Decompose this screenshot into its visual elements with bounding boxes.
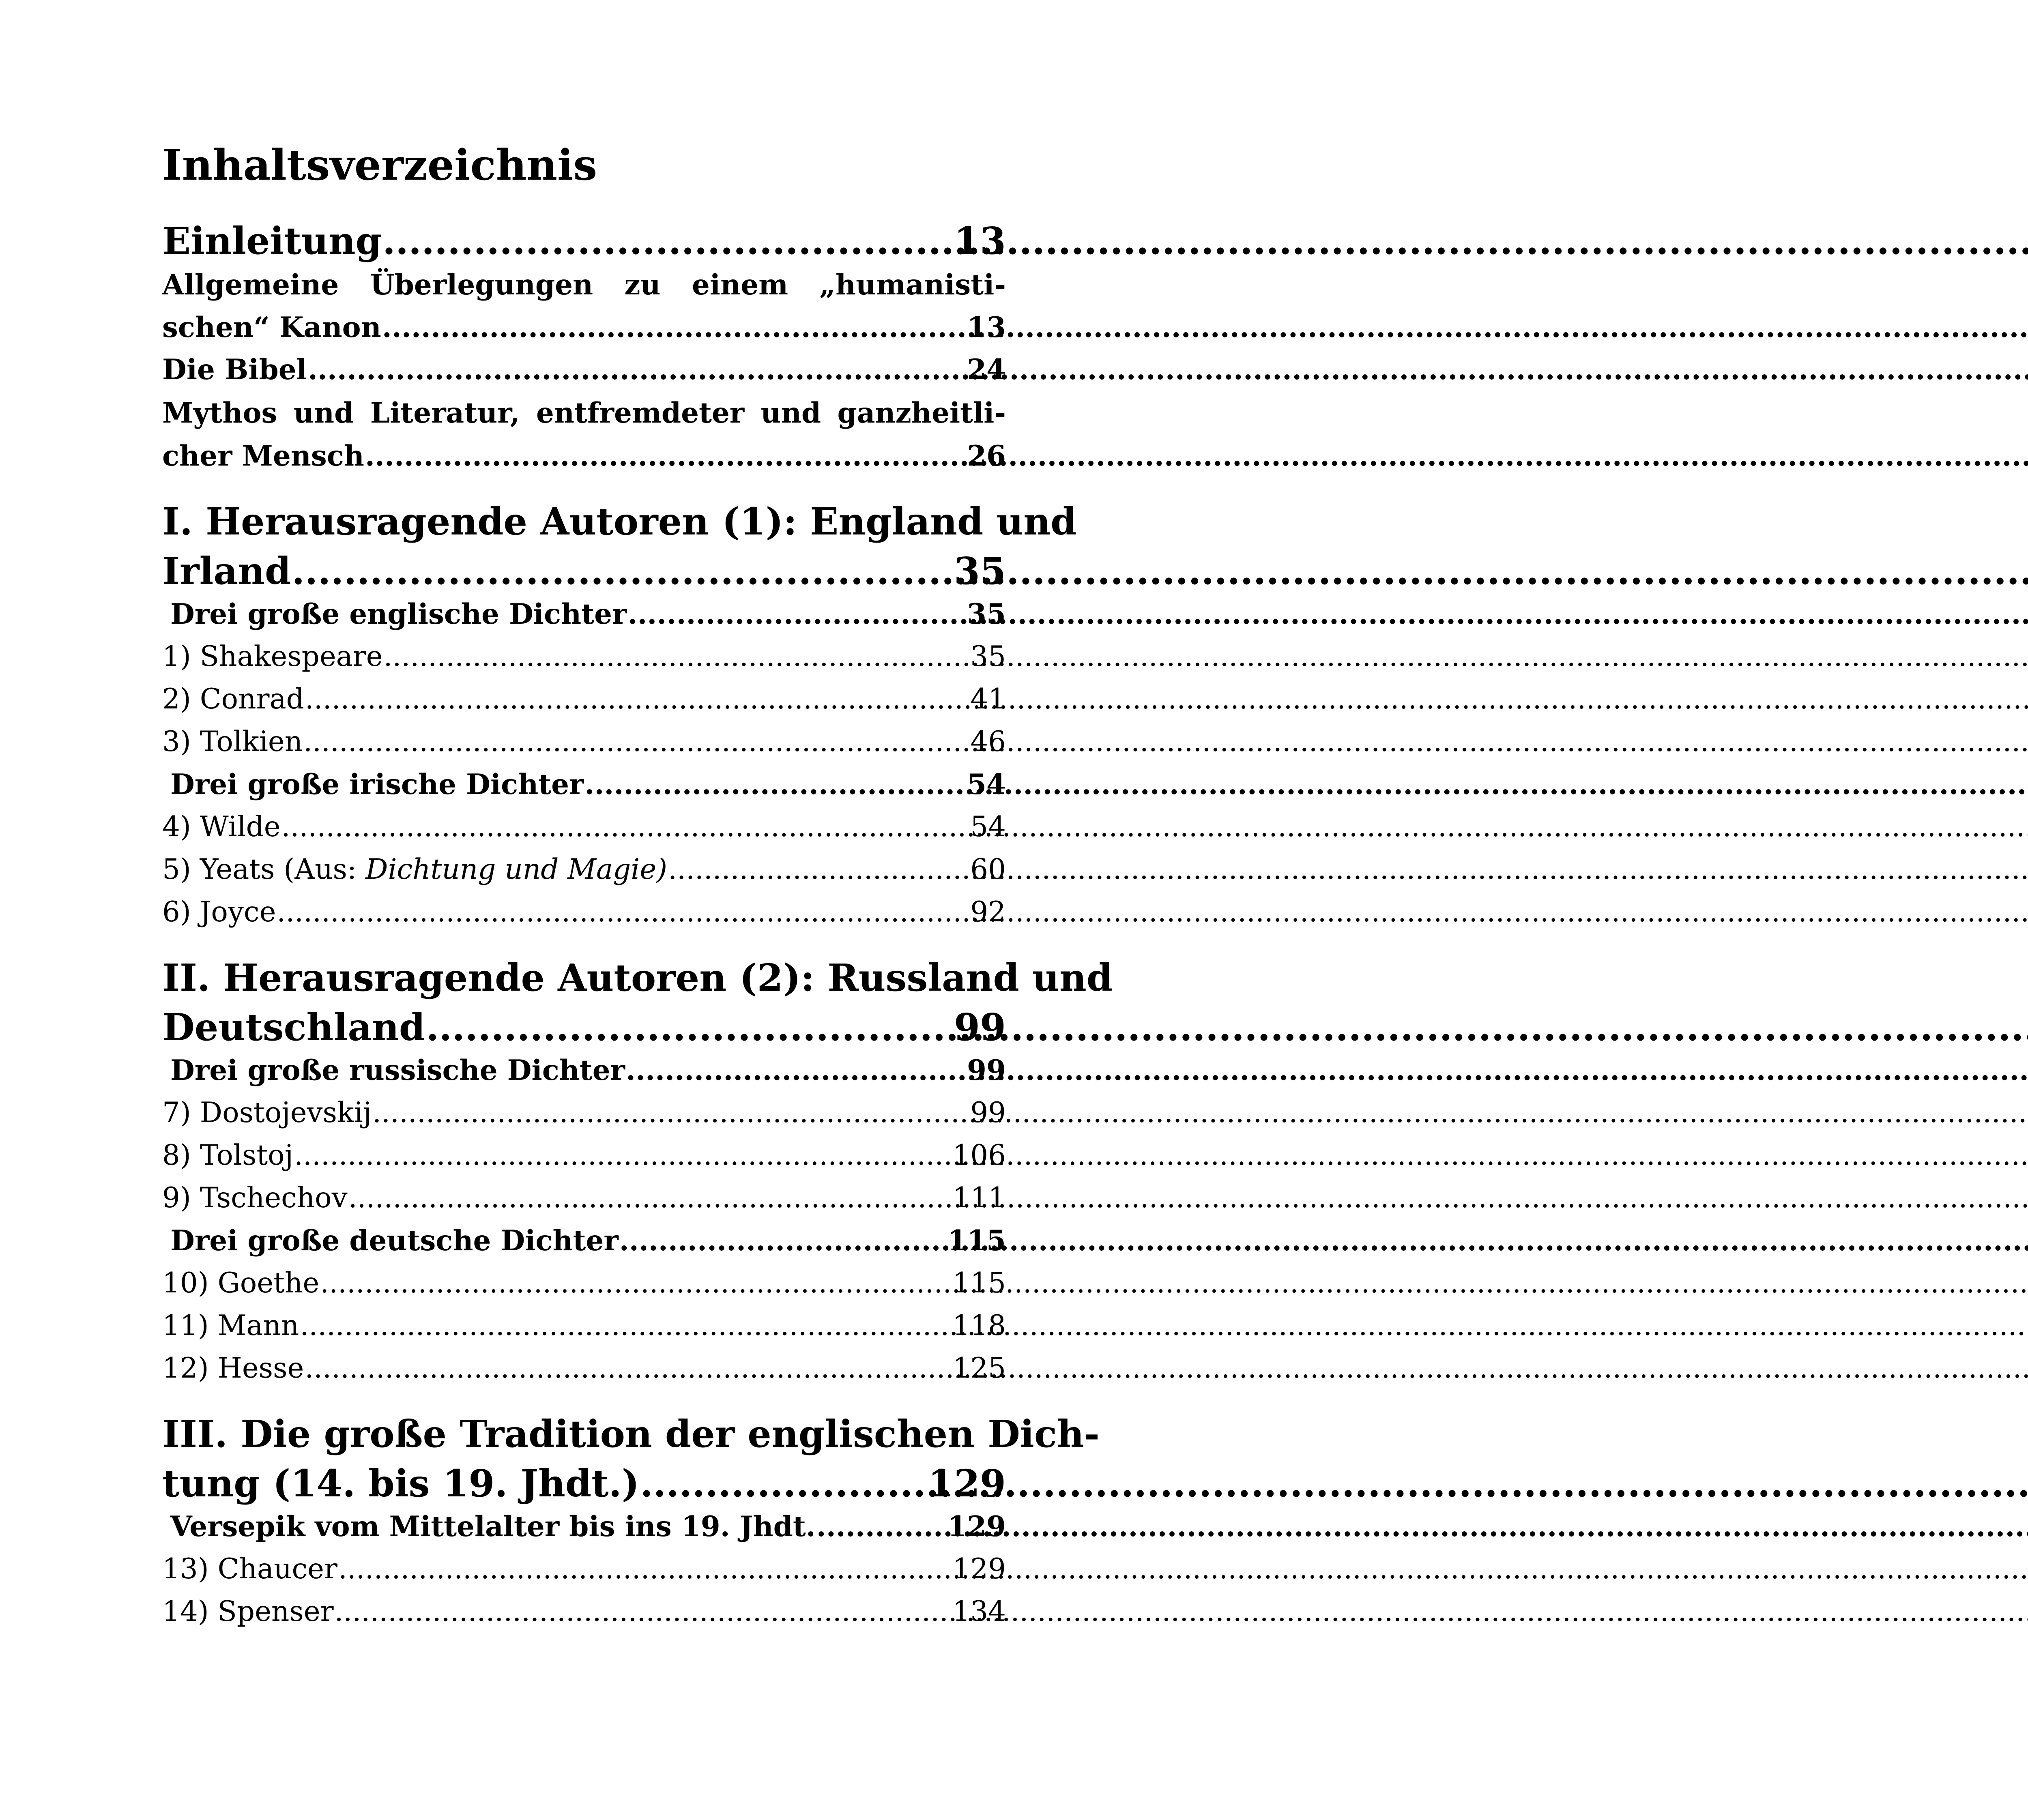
toc-title: 12) Hesse <box>162 1352 304 1384</box>
toc-page: 115 <box>947 1224 1006 1257</box>
leader-dots <box>303 728 969 756</box>
leader-dots <box>372 1099 969 1127</box>
toc-section[interactable] <box>170 1510 1006 1543</box>
toc-page: 99 <box>970 1097 1006 1129</box>
toc-author[interactable] <box>162 640 1006 673</box>
leader-dots <box>384 643 970 671</box>
toc-page: 134 <box>952 1595 1006 1628</box>
leader-dots <box>668 856 969 884</box>
toc-page: 129 <box>952 1553 1006 1585</box>
toc-entry-line1[interactable]: Allgemeine Überlegungen zu einem „humanisti- <box>162 268 1006 301</box>
toc-author[interactable] <box>162 725 1006 758</box>
leader-dots <box>305 685 969 713</box>
toc-page: 35 <box>967 598 1006 631</box>
toc-page: 26 <box>967 440 1006 472</box>
toc-author[interactable] <box>162 1595 1006 1628</box>
leader-dots <box>294 1142 952 1170</box>
leader-dots <box>619 1227 947 1255</box>
toc-page: 46 <box>970 725 1006 758</box>
toc-page: 24 <box>967 353 1006 386</box>
toc-title: 13) Chaucer <box>162 1553 337 1585</box>
toc-page: 60 <box>970 853 1006 886</box>
toc-title: cher Mensch <box>162 440 364 472</box>
toc-title: Drei große deutsche Dichter <box>170 1224 619 1257</box>
toc-page: 129 <box>947 1510 1006 1543</box>
toc-page: 54 <box>970 811 1006 843</box>
toc-title: Deutschland <box>162 1005 425 1049</box>
toc-entry-kanon[interactable] <box>162 311 1006 344</box>
toc-author[interactable] <box>162 1354 1006 1382</box>
toc-page: 115 <box>952 1267 1006 1299</box>
toc-entry-line1[interactable]: Mythos und Literatur, entfremdeter und ganzheitli- <box>162 397 1006 429</box>
leader-dots <box>320 1269 952 1297</box>
toc-section[interactable] <box>170 1054 1006 1087</box>
toc-title: 3) Tolkien <box>162 725 303 758</box>
leader-dots <box>640 1465 927 1502</box>
toc-title: 7) Dostojevskij <box>162 1097 372 1129</box>
toc-page: 41 <box>970 683 1006 715</box>
leader-dots <box>626 1056 966 1084</box>
leader-dots <box>382 222 953 260</box>
toc-chapter-part1[interactable] <box>162 549 1006 593</box>
toc-title: 5) Yeats (Aus: Dichtung und Magie) <box>162 853 668 886</box>
toc-author[interactable] <box>162 1269 1006 1297</box>
toc-chapter-line1[interactable]: I. Herausragende Autoren (1): England und <box>162 500 1077 543</box>
toc-page: 125 <box>952 1352 1006 1384</box>
toc-title: 1) Shakespeare <box>162 640 383 673</box>
toc-page: 13 <box>967 311 1006 344</box>
leader-dots <box>382 313 966 341</box>
toc-page: 99 <box>954 1005 1006 1049</box>
toc-author[interactable] <box>162 1139 1006 1172</box>
toc-title: tung (14. bis 19. Jhdt.) <box>162 1462 640 1505</box>
toc-chapter-part2[interactable] <box>162 1005 1006 1049</box>
leader-dots <box>292 552 953 590</box>
toc-title: 11) Mann <box>162 1309 299 1342</box>
toc-author[interactable] <box>162 1309 1006 1342</box>
leader-dots <box>627 600 966 628</box>
leader-dots <box>348 1184 952 1212</box>
toc-page: 13 <box>954 219 1006 263</box>
toc-title: 6) Joyce <box>162 896 276 928</box>
toc-author[interactable] <box>162 685 1006 713</box>
toc-title: 4) Wilde <box>162 811 281 843</box>
toc-title: 14) Spenser <box>162 1595 334 1628</box>
toc-section[interactable] <box>170 1224 1006 1257</box>
leader-dots <box>365 442 966 470</box>
leader-dots <box>305 1354 952 1382</box>
toc-title: schen“ Kanon <box>162 311 381 344</box>
leader-dots <box>335 1598 952 1626</box>
toc-page: 99 <box>967 1054 1006 1087</box>
toc-title: 2) Conrad <box>162 683 304 715</box>
toc-section[interactable] <box>170 768 1006 801</box>
toc-page: 118 <box>952 1309 1006 1342</box>
leader-dots <box>281 813 970 841</box>
toc-page: 35 <box>954 549 1006 593</box>
toc-title: Irland <box>162 549 291 593</box>
toc-chapter-line1[interactable]: III. Die große Tradition der englischen Dich- <box>162 1412 1100 1456</box>
toc-title: Einleitung <box>162 219 382 263</box>
toc-author[interactable] <box>162 1099 1006 1127</box>
leader-dots <box>426 1009 953 1046</box>
toc-author[interactable] <box>162 853 1006 886</box>
toc-title: Die Bibel <box>162 353 307 386</box>
toc-chapter-line1[interactable]: II. Herausragende Autoren (2): Russland und <box>162 956 1113 1000</box>
toc-chapter-part3[interactable] <box>162 1462 1006 1505</box>
toc-title: 10) Goethe <box>162 1267 320 1299</box>
toc-chapter-einleitung[interactable] <box>162 219 1006 263</box>
leader-dots <box>308 356 966 384</box>
toc-entry-bibel[interactable] <box>162 353 1006 386</box>
toc-page: 106 <box>952 1139 1006 1172</box>
toc-page: 92 <box>970 896 1006 928</box>
toc-page: 35 <box>970 640 1006 673</box>
toc-page: 54 <box>967 768 1006 801</box>
toc-author[interactable] <box>162 1555 1006 1583</box>
leader-dots <box>277 898 969 926</box>
leader-dots <box>816 1513 947 1541</box>
leader-dots <box>300 1312 952 1340</box>
toc-entry-mythos[interactable] <box>162 442 1006 470</box>
leader-dots <box>584 770 966 798</box>
toc-section[interactable] <box>170 598 1006 631</box>
toc-title: Drei große russische Dichter <box>170 1054 625 1087</box>
toc-title: 8) Tolstoj <box>162 1139 294 1172</box>
toc-title: Drei große irische Dichter <box>170 768 584 801</box>
toc-author[interactable] <box>162 813 1006 841</box>
page-title: Inhaltsverzeichnis <box>162 140 597 190</box>
toc-title: Drei große englische Dichter <box>170 598 627 631</box>
toc-title: Versepik vom Mittelalter bis ins 19. Jhdt. <box>170 1510 816 1543</box>
toc-page: 111 <box>952 1182 1006 1214</box>
leader-dots <box>338 1555 952 1583</box>
toc-author[interactable] <box>162 1184 1006 1212</box>
toc-author[interactable] <box>162 898 1006 926</box>
toc-page: 129 <box>928 1462 1006 1505</box>
toc-title: 9) Tschechov <box>162 1182 348 1214</box>
